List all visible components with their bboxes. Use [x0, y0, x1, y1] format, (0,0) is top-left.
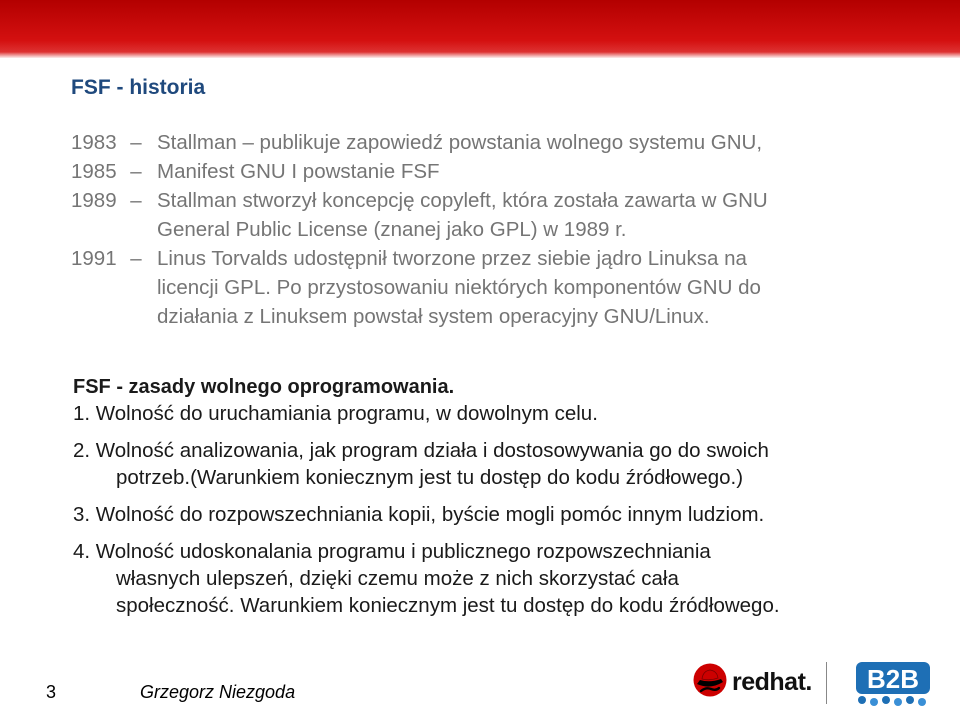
page-number: 3	[46, 682, 57, 702]
history-line: General Public License (znanej jako GPL) w 1989 r.	[157, 218, 627, 241]
history-line: Stallman stworzył koncepcję copyleft, która została zawarta w GNU	[157, 189, 768, 212]
history-list	[71, 128, 931, 331]
principle-line: potrzeb.(Warunkiem koniecznym jest tu dostęp do kodu źródłowego.)	[116, 466, 744, 489]
principle-line: społeczność. Warunkiem koniecznym jest tu dostęp do kodu źródłowego.	[116, 594, 780, 617]
principle-item	[73, 501, 933, 528]
redhat-wordmark: redhat.	[732, 668, 812, 696]
history-line: licencji GPL. Po przystosowaniu niektórych komponentów GNU do	[157, 276, 761, 299]
history-item	[71, 128, 931, 157]
b2b-logo-icon	[846, 658, 938, 713]
history-year: 1985	[71, 160, 117, 183]
history-year: 1983	[71, 131, 117, 154]
footer-divider	[826, 662, 827, 704]
history-text	[157, 157, 931, 186]
history-item	[71, 157, 931, 186]
history-dash: –	[130, 160, 142, 183]
principle-item	[73, 437, 933, 491]
history-text	[157, 128, 931, 157]
history-dash: –	[130, 247, 142, 270]
page-title: FSF - historia	[71, 76, 206, 99]
history-line: Manifest GNU I powstanie FSF	[157, 160, 440, 183]
header-bar	[0, 0, 960, 58]
shadowman-hat-icon	[692, 663, 728, 702]
history-line: Linus Torvalds udostępnił tworzone przez siebie jądro Linuksa na	[157, 247, 747, 270]
principle-line: 4. Wolność udoskonalania programu i publicznego rozpowszechniania	[73, 540, 711, 563]
history-line: działania z Linuksem powstał system operacyjny GNU/Linux.	[157, 305, 710, 328]
principle-line: 3. Wolność do rozpowszechniania kopii, byście mogli pomóc innym ludziom.	[73, 503, 765, 526]
redhat-logo	[692, 663, 812, 702]
history-text	[157, 244, 931, 331]
principle-line: 2. Wolność analizowania, jak program działa i dostosowywania go do swoich	[73, 439, 769, 462]
history-year: 1989	[71, 189, 117, 212]
principle-item	[73, 538, 933, 619]
history-dash: –	[130, 189, 142, 212]
principle-line: własnych ulepszeń, dzięki czemu może z nich skorzystać cała	[116, 567, 679, 590]
principles-section	[73, 374, 933, 619]
b2b-logo-text: B2B	[866, 664, 920, 694]
history-line: Stallman – publikuje zapowiedź powstania wolnego systemu GNU,	[157, 131, 763, 154]
history-item	[71, 244, 931, 331]
history-dash: –	[130, 131, 142, 154]
history-year: 1991	[71, 247, 117, 270]
principles-title: FSF - zasady wolnego oprogramowania.	[73, 376, 455, 398]
principle-line: 1. Wolność do uruchamiania programu, w dowolnym celu.	[73, 402, 598, 425]
principle-item	[73, 400, 933, 427]
history-item	[71, 186, 931, 244]
history-text	[157, 186, 931, 244]
author-name: Grzegorz Niezgoda	[140, 682, 296, 702]
